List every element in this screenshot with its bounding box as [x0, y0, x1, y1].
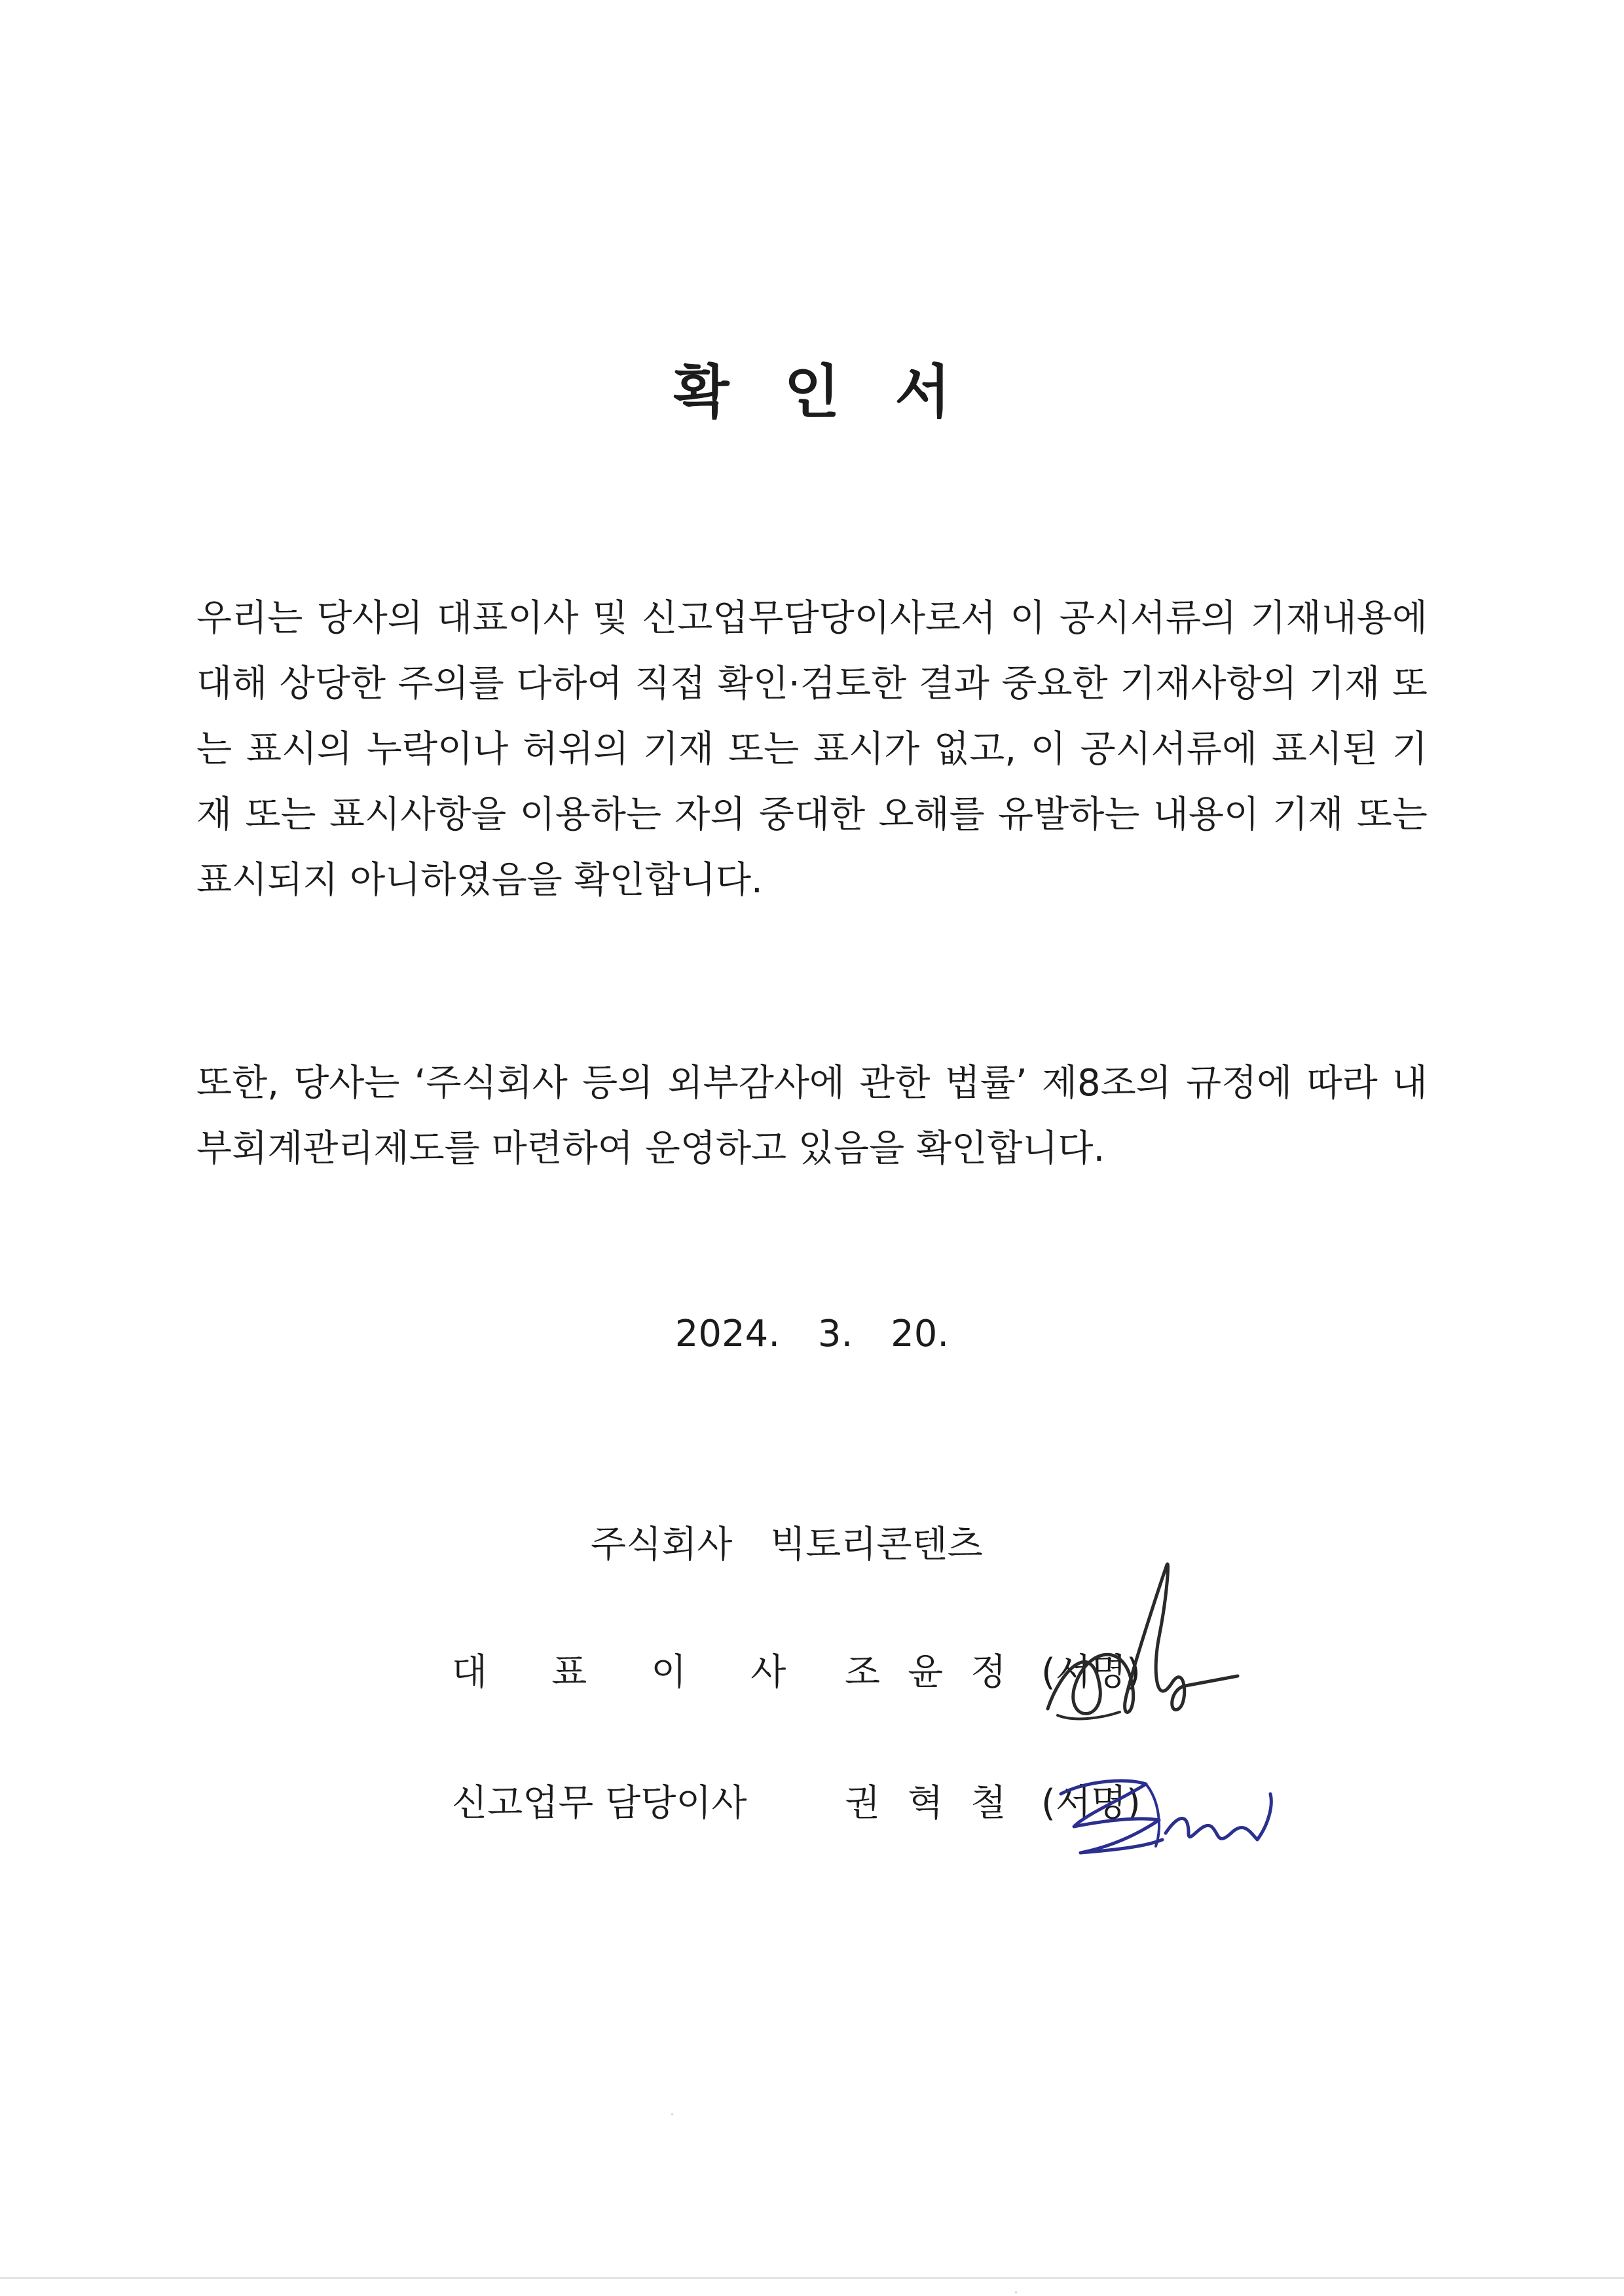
- title-char: 확: [673, 358, 729, 426]
- confirmation-paragraph: 우리는 당사의 대표이사 및 신고업무담당이사로서 이 공시서류의 기재내용에 대해 상당한 주의를 다하여 직접 확인·검토한 결과 중요한 기재사항의 기재 또는 표시의 누락이나 허위의 기재 또는 표시가 없고, 이 공시서류에 표시된 기재 또는 표시사항을 이용하는 자의 중대한 오해를 유발하는 내용이 기재 또는 표시되지 아니하였음을 확인합니다.: [196, 597, 1428, 902]
- scan-speck: [671, 2113, 673, 2115]
- company-name: 주식회사 빅토리콘텐츠: [591, 1523, 983, 1566]
- signer-name: 조윤정: [845, 1651, 1034, 1694]
- title-char: 서: [895, 358, 951, 426]
- document-title: [0, 358, 1624, 426]
- scan-bottom-edge: [0, 2277, 1624, 2279]
- signer-role: 신고업무 담당이사: [452, 1782, 747, 1825]
- signer-role: 대표이사: [452, 1651, 851, 1694]
- scan-speck: [1015, 2291, 1017, 2293]
- signature-mark-label: (서명): [1041, 1651, 1141, 1694]
- signer-name: 권혁철: [845, 1782, 1034, 1825]
- signature-mark-label: (서명): [1041, 1782, 1141, 1825]
- document-date: 2024. 3. 20.: [674, 1313, 950, 1355]
- title-char: 인: [784, 358, 840, 426]
- internal-control-paragraph: 또한, 당사는 ‘주식회사 등의 외부감사에 관한 법률’ 제8조의 규정에 따라 내부회계관리제도를 마련하여 운영하고 있음을 확인합니다.: [196, 1062, 1428, 1170]
